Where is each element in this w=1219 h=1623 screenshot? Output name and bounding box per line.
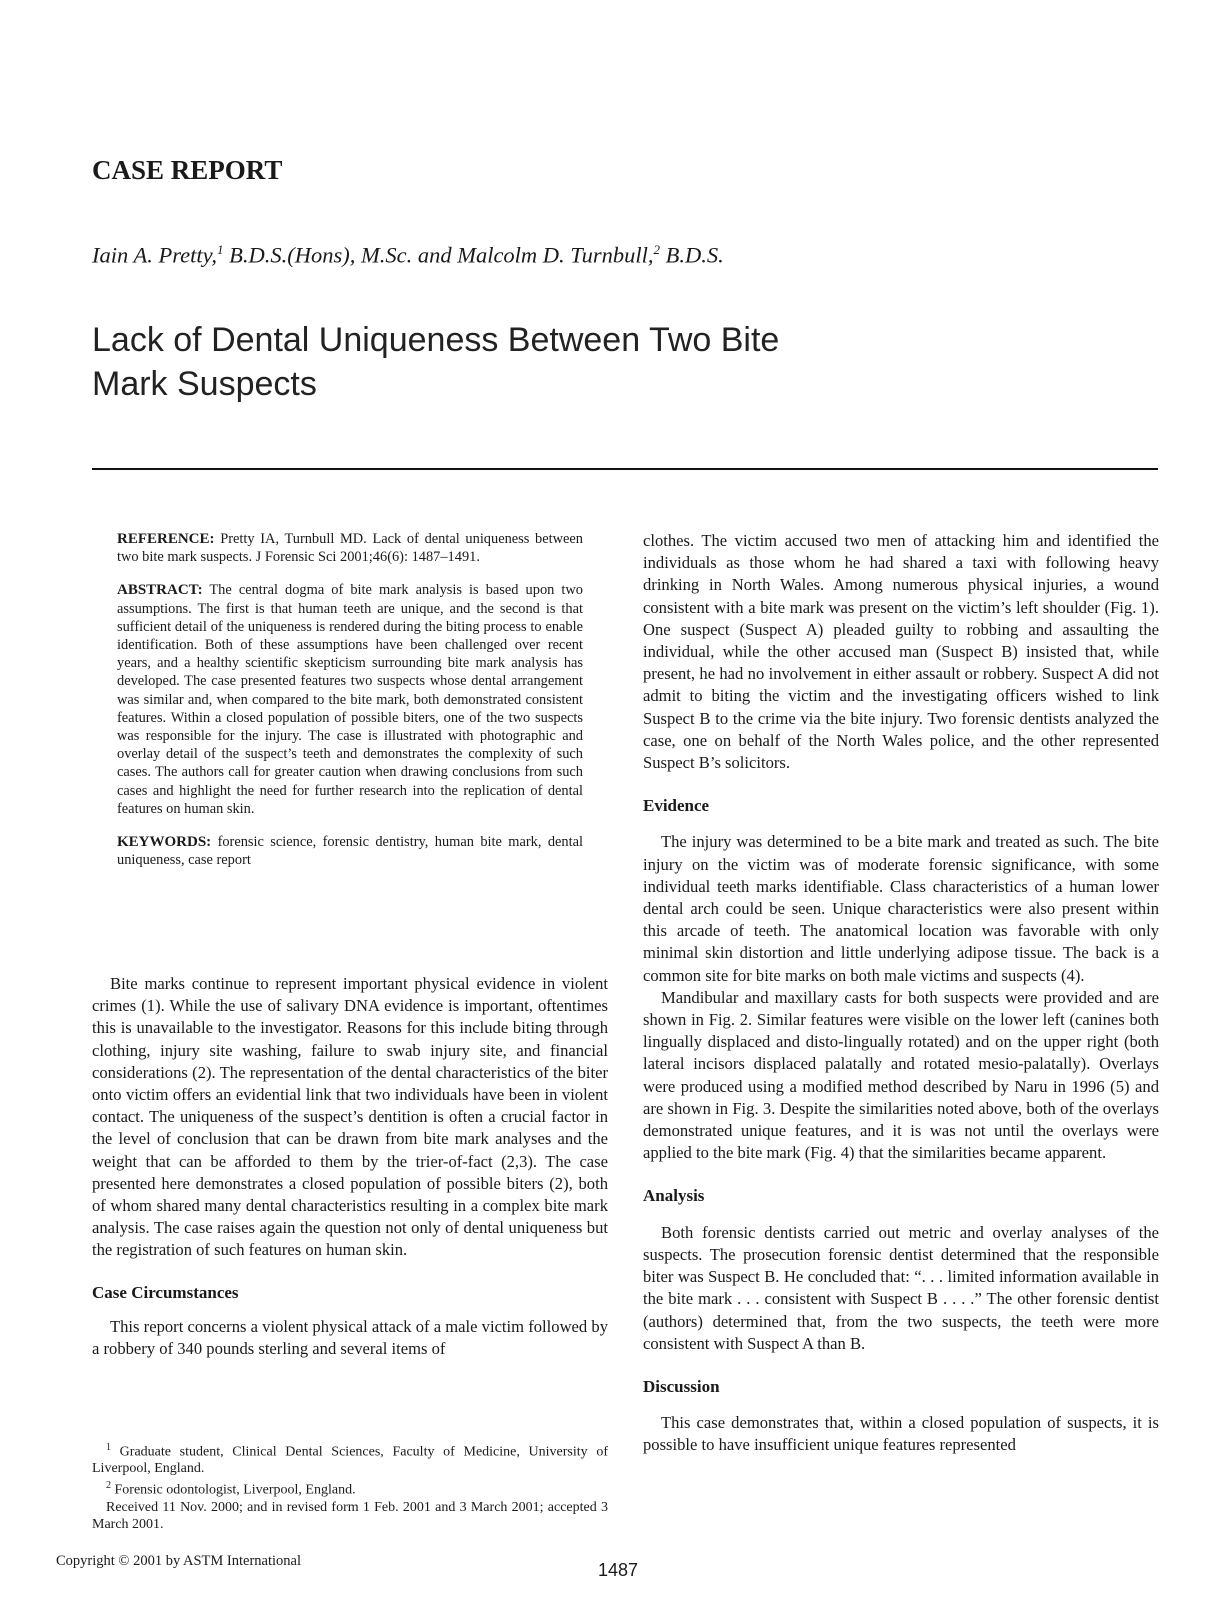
footnote-2 <box>92 1478 608 1499</box>
keywords-label: KEYWORDS: <box>117 834 212 851</box>
left-column-body <box>92 973 608 1360</box>
footnote-2-text: Forensic odontologist, Liverpool, England. <box>111 1482 356 1498</box>
abstract-text: The central dogma of bite mark analysis is based upon two assumptions. The first is that human teeth are unique, and the second is that sufficient detail of the uniqueness is rendered during the biting process to enable identification. Both of these assumptions have been challenged over recent years, and a healthy scientific skepticism surrounding bite mark analysis has developed. The case presented features two suspects whose dental arrangement was similar and, when compared to the bite mark, both demonstrated consistent features. Within a closed population of possible biters, one of the two suspects was responsible for the injury. The case is illustrated with photographic and overlay detail of the suspect’s teeth and demonstrates the complexity of such cases. The authors call for greater caution when drawing conclusions from such cases and highlight the need for further research into the replication of dental features on human skin. <box>117 582 583 817</box>
article-title <box>92 318 779 406</box>
analysis-heading: Analysis <box>643 1186 705 1206</box>
author-2-footnote-mark: 2 <box>653 242 660 257</box>
received-dates: Received 11 Nov. 2000; and in revised form 1 Feb. 2001 and 3 March 2001; accepted 3 March 2001. <box>92 1499 608 1532</box>
author-1-degrees: B.D.S.(Hons), M.Sc. and Malcolm D. Turnbull, <box>223 242 654 268</box>
analysis-paragraph: Both forensic dentists carried out metric and overlay analyses of the suspects. The prosecution forensic dentist determined that the responsible biter was Suspect B. He concluded that: “. . . limited information available in the bite mark . . . consistent with Suspect B . . . .” The other forensic dentist (authors) determined that, from the two suspects, the teeth were more consistent with Suspect A than B. <box>643 1222 1159 1353</box>
discussion-paragraph: This case demonstrates that, within a closed population of suspects, it is possible to have insufficient unique features represented <box>643 1413 1159 1455</box>
title-line-2: Mark Suspects <box>92 365 317 403</box>
section-type-heading: CASE REPORT <box>92 155 283 185</box>
abstract-block <box>117 530 583 884</box>
copyright-notice: Copyright © 2001 by ASTM International <box>56 1553 302 1569</box>
case-paragraph-start: This report concerns a violent physical attack of a male victim followed by a robbery of 340 pounds sterling and several items of <box>92 1316 608 1359</box>
reference-label: REFERENCE: <box>117 531 215 547</box>
author-1-name: Iain A. Pretty, <box>92 242 217 268</box>
author-line <box>92 242 724 269</box>
author-2-degrees: B.D.S. <box>659 242 724 268</box>
footnote-1-mark: 1 <box>106 1442 111 1453</box>
evidence-paragraph-1: The injury was determined to be a bite mark and treated as such. The bite injury on the victim was of moderate forensic significance, with some individual teeth marks identifiable. Class characteristics of a human lower dental arch could be seen. Unique characteristics were also present within this arcade of teeth. The anatomical location was favorable with only minimal skin distortion and little underlying adipose tissue. The back is a common site for bite marks on both male victims and suspects (4). <box>643 832 1159 985</box>
footnote-1 <box>92 1440 608 1478</box>
right-column-body <box>643 530 1159 1457</box>
keywords-text: forensic science, forensic dentistry, human bite mark, dental uniqueness, case report <box>117 834 583 869</box>
footnotes <box>92 1440 608 1533</box>
keywords-paragraph <box>117 833 583 869</box>
discussion-heading: Discussion <box>643 1376 720 1396</box>
page-number: 1487 <box>598 1560 639 1580</box>
case-paragraph-continued: clothes. The victim accused two men of attacking him and identified the individuals as those whom he had shared a taxi with following heavy drinking in North Wales. Among numerous physical injuries, a wound consistent with a bite mark was present on the victim’s left shoulder (Fig. 1). One suspect (Suspect A) pleaded guilty to robbing and assaulting the individual, while the other accused man (Suspect B) insisted that, while present, he had no involvement in either assault or robbery. Suspect A did not admit to biting the victim and the investigating officers wished to link Suspect B to the crime via the bite injury. Two forensic dentists analyzed the case, one on behalf of the North Wales police, and the other represented Suspect B’s solicitors. <box>643 531 1159 773</box>
reference-paragraph <box>117 530 583 566</box>
reference-text: Pretty IA, Turnbull MD. Lack of dental uniqueness between two bite mark suspects. J Forensic Sci 2001;46(6): 1487–1491. <box>117 531 583 566</box>
abstract-label: ABSTRACT: <box>117 582 203 599</box>
abstract-paragraph <box>117 581 583 818</box>
title-line-1: Lack of Dental Uniqueness Between Two Bite <box>92 321 780 359</box>
header-divider <box>92 468 1158 470</box>
footnote-1-text: Graduate student, Clinical Dental Sciences, Faculty of Medicine, University of Liverpool, England. <box>92 1444 608 1477</box>
evidence-paragraph-2: Mandibular and maxillary casts for both suspects were provided and are shown in Fig. 2. Similar features were visible on the lower left (canines both lingually displaced and disto-lingually rotated) and on the upper right (both lateral incisors displaced palatally and rotated mesio-palatally). Overlays were produced using a modified method described by Naru in 1996 (5) and are shown in Fig. 3. Despite the similarities noted above, both of the overlays demonstrated unique features, and it is was not until the overlays were applied to the bite mark (Fig. 4) that the similarities became apparent. <box>643 987 1159 1163</box>
intro-paragraph: Bite marks continue to represent important physical evidence in violent crimes (1). While the use of salivary DNA evidence is important, oftentimes this is unavailable to the investigator. Reasons for this include biting through clothing, injury site washing, failure to swab injury site, and financial considerations (2). The representation of the dental characteristics of the biter onto victim offers an evidential link that two individuals have been in violent contact. The uniqueness of the suspect’s dentition is often a crucial factor in the level of conclusion that can be drawn from bite mark analyses and the weight that can be afforded to them by the trier-of-fact (2,3). The case presented here demonstrates a closed population of possible biters (2), both of whom shared many dental characteristics resulting in a complex bite mark analysis. The case raises again the question not only of dental uniqueness but the registration of such features on human skin. <box>92 974 608 1260</box>
case-circumstances-heading: Case Circumstances <box>92 1282 239 1302</box>
footnote-2-mark: 2 <box>106 1480 111 1492</box>
evidence-heading: Evidence <box>643 796 710 816</box>
author-1-footnote-mark: 1 <box>216 242 224 257</box>
